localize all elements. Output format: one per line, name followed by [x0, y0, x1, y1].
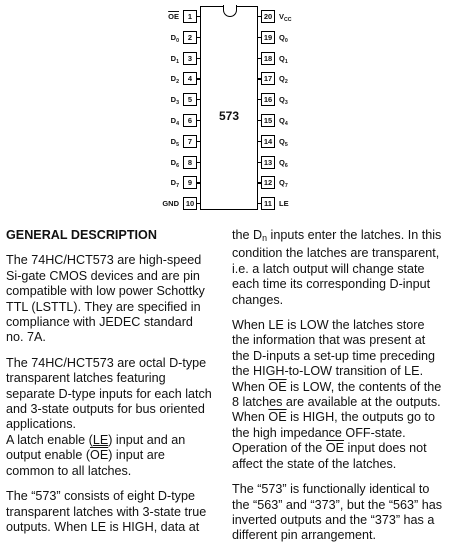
paragraph-intro: The 74HC/HCT573 are high-speed Si-gate CMOS devices and are pin compatible with low power Schottky TTL (LSTTL). They are specified in compliance with JEDEC standard no. 7A.	[6, 253, 205, 345]
pin-name: $D_7$	[170, 178, 179, 190]
pin-number: 7	[183, 135, 197, 148]
pin-name: $D_6$	[170, 157, 179, 169]
pin-name: $Q_6$	[279, 157, 288, 169]
pin-name: $D_2$	[170, 74, 179, 86]
pin-name: $Q_0$	[279, 32, 288, 44]
pin-name: $D_0$	[170, 32, 179, 44]
pin-name: $D_3$	[170, 95, 179, 107]
pin-name: LE	[279, 199, 289, 209]
pin-number: 3	[183, 52, 197, 65]
pin-name: $\overline{OE}$	[168, 12, 179, 21]
left-column	[6, 218, 212, 545]
chip-label: 573	[218, 109, 240, 123]
pin-number: 14	[261, 135, 275, 148]
pin1-notch	[223, 5, 237, 17]
oe-signal: $\overline{OE}$	[90, 448, 109, 463]
pin-lead	[197, 203, 200, 204]
pin-number: 10	[183, 197, 197, 210]
pin-number: 5	[183, 93, 197, 106]
pin-name: $Q_4$	[279, 116, 288, 127]
pinout-diagram	[0, 0, 450, 215]
pin-name: $D_4$	[170, 116, 179, 127]
paragraph-octal: The 74HC/HCT573 are octal D-type transparent latches featuring separate D-type inputs for each latch and 3-state outputs for bus oriented applications.	[6, 355, 212, 432]
pin-number: 6	[183, 114, 197, 127]
pin-number: 15	[261, 114, 275, 127]
pin-name: $Q_5$	[279, 136, 288, 148]
pin-number: 16	[261, 93, 275, 106]
right-column	[232, 228, 444, 554]
paragraph-store: When LE is LOW the latches store the information that was present at the D-inputs a set-up time preceding the HIGH-to-LOW transition of LE. When $\overline{OE}$ is LOW, the contents of the 8 latches are available at the outputs. When $\overline{OE}$ is HIGH, the outputs go to the high impedance OFF-state. Operation of the $\overline{OE}$ input does not affect the state of the latches.	[232, 318, 442, 471]
paragraph-enable: A latch enable (LE) input and an output enable $(\overline{OE})$ input are common to all latches.	[6, 432, 186, 478]
pin-name: $Q_2$	[279, 74, 288, 86]
section-heading: GENERAL DESCRIPTION	[6, 228, 157, 242]
pin-name: $D_5$	[170, 136, 179, 148]
pin-number: 20	[261, 10, 275, 23]
pin-name: $D_1$	[170, 53, 179, 65]
pin-number: 1	[183, 10, 197, 23]
pin-lead	[197, 120, 200, 121]
pin-number: 2	[183, 31, 197, 44]
pin-number: 17	[261, 72, 275, 85]
pin-lead	[197, 78, 200, 79]
pin-number: 8	[183, 156, 197, 169]
pin-name: $V_{CC}$	[279, 12, 292, 23]
pin-name: $Q_3$	[279, 95, 288, 107]
ic-package	[200, 6, 258, 210]
paragraph-transparent: the $D_n$ inputs enter the latches. In this condition the latches are transparent, i.e. a latch output will change state each time its corresponding D-input changes.	[232, 228, 442, 307]
pin-name: GND	[162, 199, 179, 209]
paragraph-consists: The “573” consists of eight D-type transparent latches with 3-state true outputs. When LE is HIGH, data at	[6, 489, 207, 534]
le-signal: LE	[92, 432, 109, 447]
pin-number: 13	[261, 156, 275, 169]
pin-lead	[197, 141, 200, 142]
pin-number: 18	[261, 52, 275, 65]
pin-lead	[197, 16, 200, 17]
pin-lead	[197, 99, 200, 100]
paragraph-identical: The “573” is functionally identical to the “563” and “373”, but the “563” has inverted outputs and the “373” has a different pin arrangement.	[232, 482, 443, 543]
pin-lead	[197, 58, 200, 59]
pin-number: 11	[261, 197, 275, 210]
pin-number: 12	[261, 176, 275, 189]
pin-lead	[197, 182, 200, 183]
pin-name: $Q_7$	[279, 178, 288, 190]
pin-number: 9	[183, 176, 197, 189]
pin-lead	[197, 162, 200, 163]
pin-number: 19	[261, 31, 275, 44]
pin-lead	[197, 37, 200, 38]
pin-number: 4	[183, 72, 197, 85]
pin-name: $Q_1$	[279, 53, 288, 65]
